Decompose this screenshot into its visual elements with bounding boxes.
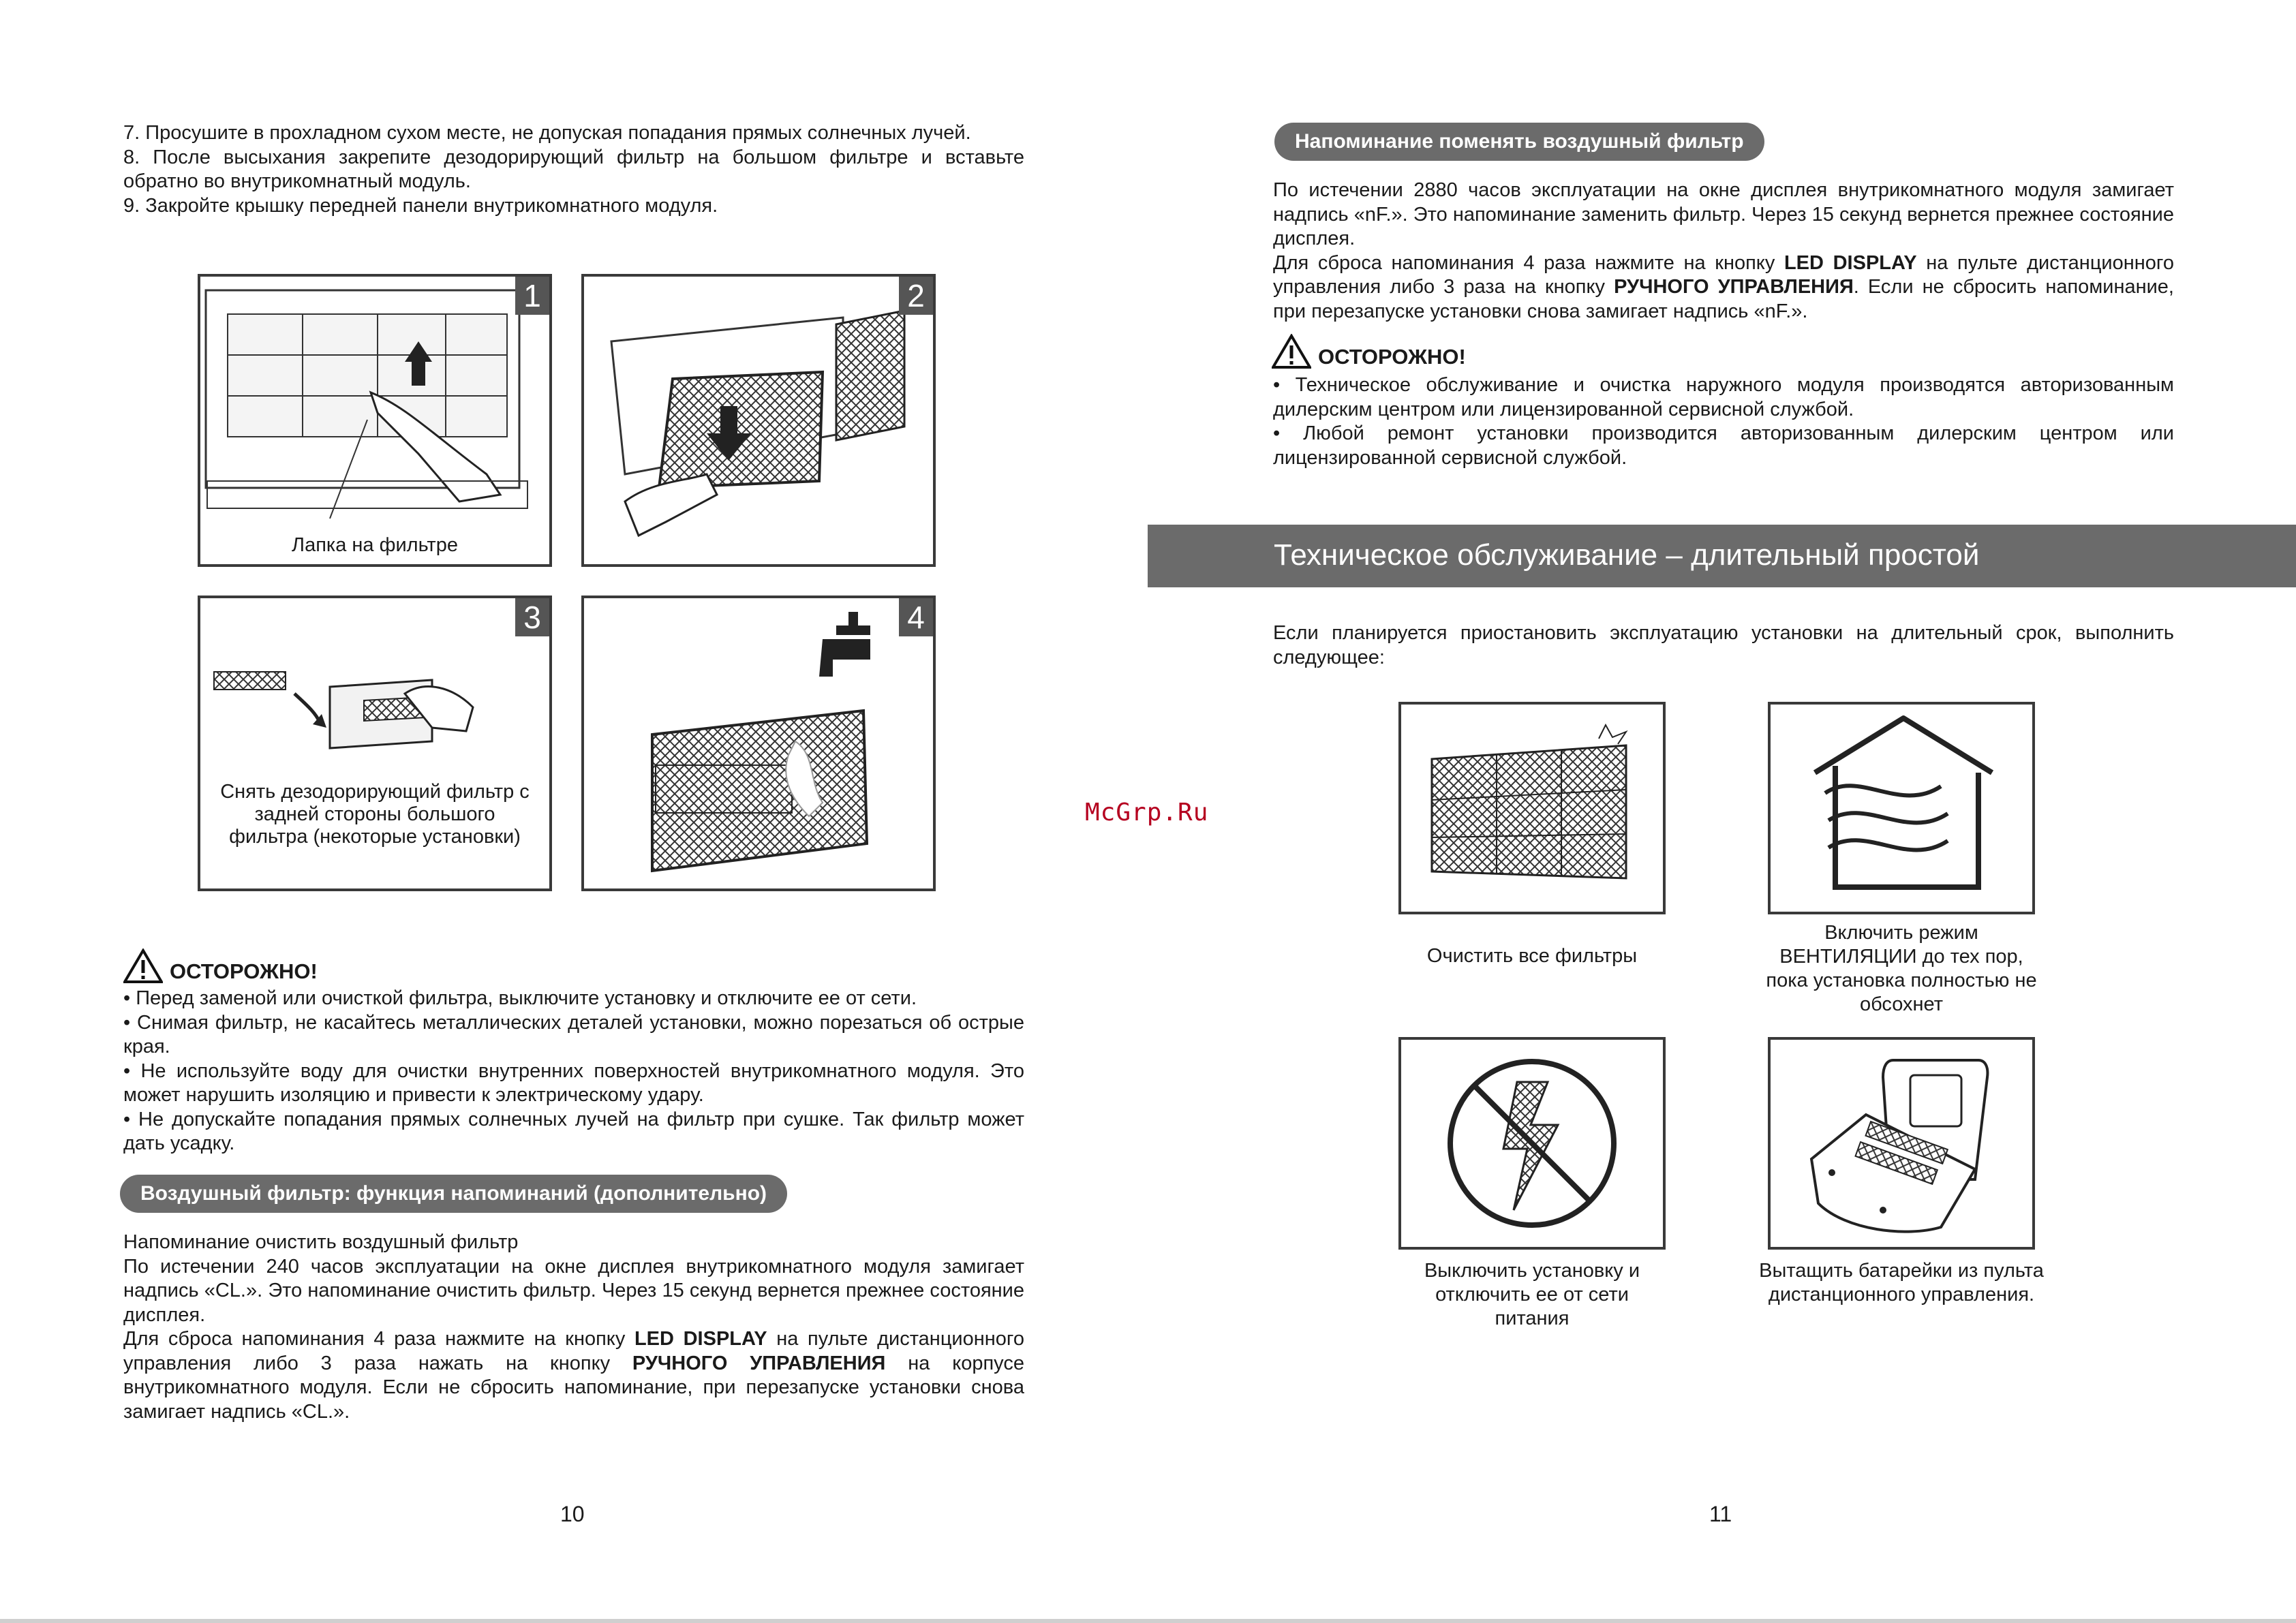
house-airflow-icon: [1771, 705, 2032, 912]
reminder-text: По истечении 240 часов эксплуатации на окне дисплея внутрикомнатного модуля замигает надпись «CL.». Это напоминание очистить фильтр. Через 15 секунд вернется прежнее состояние дисплея.: [123, 1255, 1024, 1326]
replace-filter-section-pill: Напоминание поменять воздушный фильтр: [1274, 123, 1764, 161]
figure-1: [198, 274, 552, 567]
step-clean-filters-box: [1398, 702, 1666, 914]
warning-item: • Техническое обслуживание и очистка наружного модуля производятся авторизованным дилерским центром или лицензированной сервисной службой.: [1273, 374, 2174, 420]
left-reminder-block: [123, 1231, 1024, 1424]
page-bottom-edge: [0, 1619, 2296, 1623]
warning-triangle-icon: [123, 948, 163, 984]
watermark: McGrp.Ru: [1085, 799, 1209, 826]
reset-text: на корпусе внутрикомнатного модуля. Если не сбросить напоминание, при перезапуске установки снова замигает надпись «CL.».: [123, 1352, 1024, 1423]
warning-item: • Не используйте воду для очистки внутренних поверхностей внутрикомнатного модуля. Это может нарушить изоляцию и привести к электрическому удару.: [123, 1060, 1024, 1106]
long-idle-intro: [1273, 621, 2174, 670]
banner-title: Техническое обслуживание – длительный простой: [1274, 538, 1980, 572]
filter-washing-illustration: [584, 598, 933, 888]
figure-caption: Лапка на фильтре: [292, 534, 458, 556]
manual-control-label: РУЧНОГО УПРАВЛЕНИЯ: [1614, 276, 1854, 298]
reset-text: Для сброса напоминания 4 раза нажмите на кнопку: [1273, 251, 1784, 274]
step-batteries-box: [1768, 1037, 2035, 1250]
warning-triangle-icon: [1272, 334, 1311, 369]
warning-title: ОСТОРОЖНО!: [170, 959, 318, 983]
step-power-off-box: [1398, 1037, 1666, 1250]
figure-number: 2: [899, 277, 933, 315]
figure-2: [581, 274, 936, 567]
left-intro: [123, 121, 1024, 218]
long-idle-maintenance-banner: [1148, 525, 2296, 587]
remote-battery-icon: [1771, 1040, 2032, 1247]
step-power-off-caption: Выключить установку и отключить ее от сети питания: [1424, 1260, 1640, 1329]
warning-item: • Любой ремонт установки производится авторизованным дилерским центром или лицензированной сервисной службой.: [1273, 422, 2174, 469]
figure-number: 4: [899, 598, 933, 636]
step-ventilation-box: [1768, 702, 2035, 914]
filter-icon: [1401, 705, 1663, 912]
left-warning-list: [123, 987, 1024, 1156]
warning-item: • Перед заменой или очисткой фильтра, выключите установку и отключите ее от сети.: [123, 987, 917, 1009]
intro-step-7: 7. Просушите в прохладном сухом месте, не допуская попадания прямых солнечных лучей.: [123, 122, 971, 144]
warning-title: ОСТОРОЖНО!: [1318, 345, 1466, 369]
figure-4: [581, 596, 936, 891]
deodorizing-filter-illustration: [200, 598, 549, 775]
page-number-left: 10: [560, 1502, 585, 1526]
intro-step-9: 9. Закройте крышку передней панели внутрикомнатного модуля.: [123, 194, 718, 217]
manual-control-label: РУЧНОГО УПРАВЛЕНИЯ: [632, 1352, 886, 1374]
figure-number: 1: [515, 277, 549, 315]
step-ventilation-caption: Включить режим ВЕНТИЛЯЦИИ до тех пор, пока установка полностью не обсохнет: [1766, 922, 2037, 1015]
reset-text: на пульте дистанционного управления либо 3 раза на кнопку: [1273, 251, 2174, 298]
reset-text: на пульте дистанционного управления либо 3 раза нажать на кнопку: [123, 1328, 1024, 1374]
reset-text: Для сброса напоминания 4 раза нажмите на кнопку: [123, 1328, 634, 1350]
step-clean-filters-caption: Очистить все фильтры: [1426, 945, 1638, 967]
page-number-right: 11: [1709, 1502, 1732, 1526]
warning-item: • Не допускайте попадания прямых солнечных лучей на фильтр при сушке. Так фильтр может дать усадку.: [123, 1108, 1024, 1154]
replace-reminder-text: По истечении 2880 часов эксплуатации на окне дисплея внутрикомнатного модуля замигает надпись «nF.». Это напоминание заменить фильтр. Через 15 секунд вернется прежнее состояние дисплея.: [1273, 179, 2174, 249]
filter-removal-illustration: [584, 277, 933, 564]
warning-item: • Снимая фильтр, не касайтесь металлических деталей установки, можно порезаться об острые края.: [123, 1011, 1024, 1057]
reset-text: . Если не сбросить напоминание, при перезапуске установки снова замигает надпись «nF.».: [1273, 276, 2174, 322]
led-display-label: LED DISPLAY: [1784, 251, 1917, 274]
reminder-function-section-pill: Воздушный фильтр: функция напоминаний (дополнительно): [120, 1175, 787, 1213]
figure-3: [198, 596, 552, 891]
reset-instructions: [123, 1327, 1024, 1424]
no-power-icon: [1401, 1040, 1663, 1247]
intro-step-8: 8. После высыхания закрепите дезодорирующий фильтр на большом фильтре и вставьте обратно во внутрикомнатный модуль.: [123, 146, 1024, 192]
right-reminder-block: [1273, 179, 2174, 324]
filter-tab-illustration: [200, 277, 549, 564]
led-display-label: LED DISPLAY: [634, 1328, 767, 1350]
figure-number: 3: [515, 598, 549, 636]
intro-text: Если планируется приостановить эксплуатацию установки на длительный срок, выполнить следующее:: [1273, 622, 2174, 668]
figure-caption: Снять дезодорирующий фильтр с задней стороны большого фильтра (некоторые установки): [220, 781, 530, 848]
reminder-heading: Напоминание очистить воздушный фильтр: [123, 1231, 519, 1253]
step-batteries-caption: Вытащить батарейки из пульта дистанционного управления.: [1759, 1260, 2044, 1305]
right-warning-list: [1273, 373, 2174, 470]
reset-instructions: [1273, 251, 2174, 324]
